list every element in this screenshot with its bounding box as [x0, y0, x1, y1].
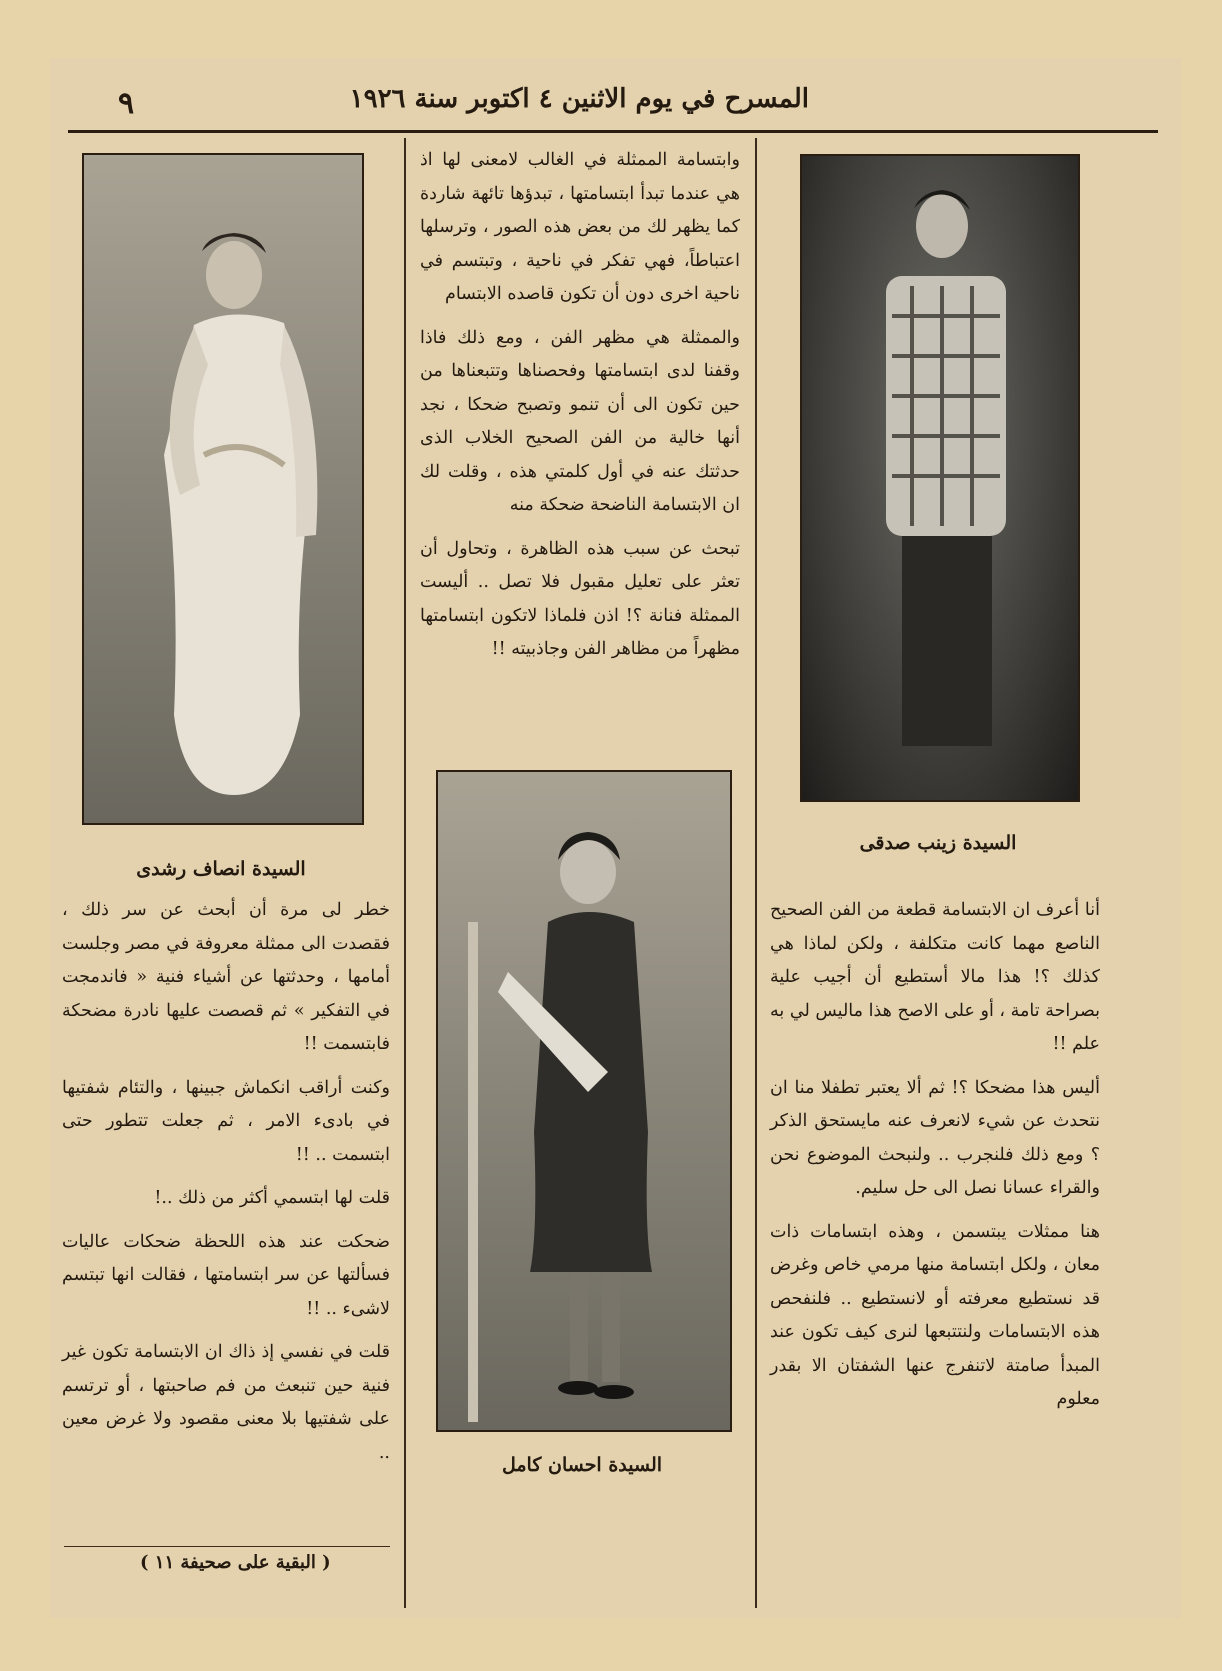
left-paragraph-1: خطر لى مرة أن أبحث عن سر ذلك ، فقصدت الى ممثلة معروفة في مصر وجلست أمامها ، وحدثتها عن أشياء فنية « فاندمجت في التفكير » ثم قصصت عليها نادرة مضحكة فابتسمت !!	[62, 900, 390, 1054]
left-paragraph-3: قلت لها ابتسمي أكثر من ذلك ..!	[154, 1188, 390, 1208]
masthead-title: المسرح في يوم الاثنين ٤ اكتوبر سنة ١٩٢٦	[349, 84, 809, 114]
continued-separator	[64, 1546, 390, 1547]
header-rule	[68, 130, 1158, 133]
left-paragraph-4: ضحكت عند هذه اللحظة ضحكات عاليات فسألتها عن سر ابتسامتها ، فقالت انها تبتسم لاشىء .. !!	[62, 1231, 390, 1319]
center-column-text	[420, 144, 740, 677]
center-paragraph-2: والممثلة هي مظهر الفن ، ومع ذلك فاذا وقفنا لدى ابتسامتها وفحصناها وتتبعناها من حين تكون الى أن تنمو وتصبح ضحكا ، نجد أنها خالية من الفن الصحيح الخلاب الذى حدثتك عنه في أول كلمتي هذه ، وقلت لك ان الابتسامة الناضحة ضحكة منه	[420, 327, 740, 515]
continued-note: ( البقية على صحيفة ١١ )	[140, 1552, 331, 1573]
center-paragraph-3: تبحث عن سبب هذه الظاهرة ، وتحاول أن تعثر على تعليل مقبول فلا تصل .. أليست الممثلة فنانة ؟! اذن فلماذا لاتكون ابتسامتها مظهراً من مظاهر الفن وجاذبيته !!	[420, 538, 740, 659]
left-paragraph-2: وكنت أراقب انكماش جبينها ، والتئام شفتيها في بادىء الامر ، ثم جعلت تتطور حتى ابتسمت .. !!	[62, 1077, 390, 1165]
newspaper-page	[50, 58, 1181, 1618]
right-column-text	[770, 894, 1100, 1427]
woman-in-patterned-dress-figure	[802, 156, 1078, 800]
woman-with-parasol-figure	[438, 772, 730, 1430]
portrait-photo-right	[800, 154, 1080, 802]
caption-right: السيدة زينب صدقى	[859, 832, 1017, 854]
column-divider-left	[404, 138, 406, 1608]
caption-center: السيدة احسان كامل	[501, 1454, 663, 1476]
page-header	[50, 58, 1181, 133]
portrait-photo-center	[436, 770, 732, 1432]
woman-in-gown-figure	[84, 155, 362, 823]
portrait-photo-left	[82, 153, 364, 825]
right-paragraph-2: أليس هذا مضحكا ؟! ثم ألا يعتبر تطفلا منا ان نتحدث عن شيء لانعرف عنه مايستحق الذكر ؟ ومع ذلك فلنجرب .. ولنبحث الموضوع نحن والقراء عسانا نصل الى حل سليم.	[770, 1077, 1100, 1198]
center-paragraph-1: وابتسامة الممثلة في الغالب لامعنى لها اذ هي عندما تبدأ ابتسامتها ، تبدؤها تائهة شاردة كما يظهر لك من بعض هذه الصور ، وترسلها اعتباطاً، فهي تفكر في ناحية ، وتبتسم في ناحية اخرى دون أن تكون قاصده الابتسام	[420, 150, 740, 304]
right-paragraph-1: أنا أعرف ان الابتسامة قطعة من الفن الصحيح الناصع مهما كانت متكلفة ، ولكن لماذا هي كذلك ؟! هذا مالا أستطيع أن أجيب علية بصراحة تامة ، أو على الاصح هذا ماليس لي به علم !!	[770, 900, 1100, 1054]
page-number: ٩	[118, 86, 135, 121]
left-paragraph-5: قلت في نفسي إذ ذاك ان الابتسامة تكون غير فنية حين تنبعث من فم صاحبتها ، أو ترتسم على شفتيها بلا معنى مقصود ولا غرض معين ..	[62, 1342, 390, 1463]
right-paragraph-3: هنا ممثلات يبتسمن ، وهذه ابتسامات ذات معان ، ولكل ابتسامة منها مرمي خاص وغرض قد نستطيع معرفته أو لانستطيع .. فلنفحص هذه الابتسامات ولنتتبعها لنرى كيف تكون عند المبدأ صامتة لاتنفرج عنها الشفتان الا بقدر معلوم	[770, 1221, 1100, 1409]
caption-left: السيدة انصاف رشدى	[136, 858, 306, 880]
left-column-text	[62, 894, 390, 1480]
column-divider-right	[755, 138, 757, 1608]
